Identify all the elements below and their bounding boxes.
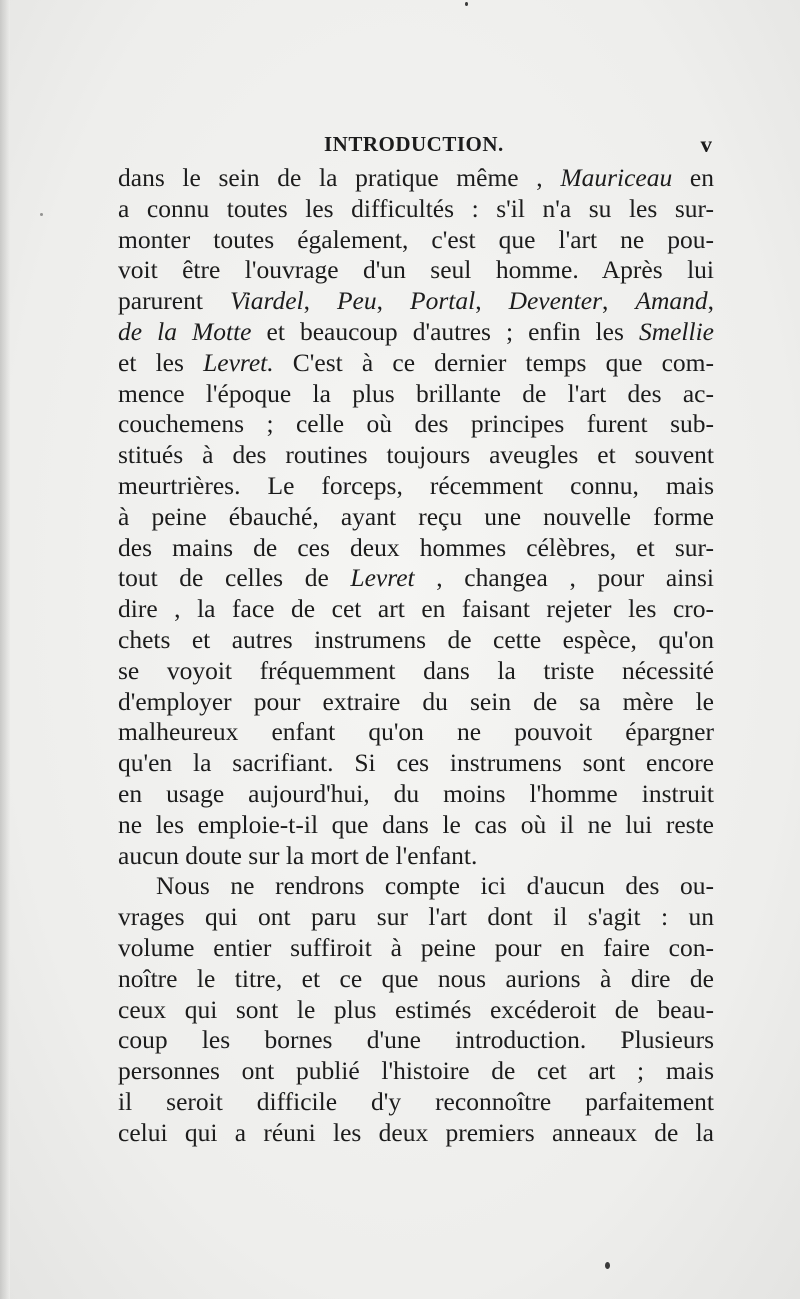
text-run: et beaucoup d'autres ; enfin les [251,316,639,346]
text-run: se voyoit fréquemment dans la triste nécessité [118,655,714,685]
italic-name: Smellie [638,316,714,346]
text-run: et les [118,347,204,377]
text-run: Nous ne rendrons compte ici d'aucun des ou- [156,871,714,901]
text-run: celui qui a réuni les deux premiers anneaux de la [118,1117,714,1147]
text-line [118,1025,714,1056]
text-run: d'employer pour extraire du sein de sa mère le [118,686,714,716]
text-line [118,871,714,902]
italic-name: Deventer [508,286,603,316]
text-run: stitués à des routines toujours aveugles et souvent [118,440,714,470]
text-line [118,317,714,348]
text-run: en usage aujourd'hui, du moins l'homme instruit [118,778,714,808]
italic-name: de la Motte [118,316,252,346]
body-text [118,163,714,1149]
italic-name: Mauriceau [560,163,673,192]
text-line [118,687,714,718]
italic-name: Peu [336,286,377,316]
running-head [118,132,714,160]
text-line [118,255,714,286]
text-line [118,440,714,471]
ink-speck [465,2,468,6]
text-run: chets et autres instrumens de cette espèce, qu'on [118,624,714,654]
text-run: couchemens ; celle où des principes furent sub- [118,409,714,439]
text-line [118,194,714,225]
text-run: , [475,286,509,316]
text-run: , [303,286,337,316]
text-run: dire , la face de cet art en faisant rejeter les cro- [118,594,714,624]
italic-name: Levret [350,563,415,593]
italic-name: Portal [410,286,476,316]
text-run: aucun doute sur la mort de l'enfant. [118,840,478,870]
text-line [118,1087,714,1118]
running-title: INTRODUCTION. [324,132,504,156]
text-line [118,533,714,564]
text-run: volume entier suffiroit à peine pour en faire con- [118,932,714,962]
text-run: , [376,286,411,316]
text-line [118,563,714,594]
text-line [118,594,714,625]
text-line [118,902,714,933]
text-run: noître le titre, et ce que nous aurions à dire de [118,963,714,993]
text-run: ceux qui sont le plus estimés excéderoit de beau- [118,994,714,1024]
text-line [118,933,714,964]
ink-speck [40,213,43,216]
text-run: monter toutes également, c'est que l'art ne pou- [118,224,714,254]
italic-name: Levret. [203,347,274,377]
text-run: il seroit difficile d'y reconnoître parfaitement [118,1086,714,1116]
ink-speck [605,1262,610,1269]
text-run: C'est à ce dernier temps que com- [273,347,714,377]
text-run: malheureux enfant qu'on ne pouvoit épargner [118,717,714,747]
text-run: mence l'époque la plus brillante de l'art des ac- [118,378,714,408]
text-run: a connu toutes les difficultés : s'il n'a su les sur- [118,193,714,223]
text-run: , [707,286,715,316]
text-line [118,471,714,502]
text-run: des mains de ces deux hommes célèbres, et sur- [118,532,714,562]
text-run: vrages qui ont paru sur l'art dont il s'agit : un [118,902,714,932]
text-line [118,225,714,256]
text-line [118,348,714,379]
text-line [118,964,714,995]
text-line [118,1056,714,1087]
page-number: v [700,132,712,157]
text-run: parurent [118,286,230,316]
text-run: qu'en la sacrifiant. Si ces instrumens sont encore [118,748,714,778]
text-line [118,841,714,872]
text-line [118,656,714,687]
italic-name: Viardel [229,286,304,316]
text-run: coup les bornes d'une introduction. Plusieurs [118,1025,714,1055]
text-line [118,995,714,1026]
text-run: tout de celles de [118,563,351,593]
text-line [118,1118,714,1149]
text-run: à peine ébauché, ayant reçu une nouvelle forme [118,501,714,531]
text-run: , [602,286,636,316]
text-line [118,379,714,410]
text-line [118,717,714,748]
text-line [118,163,714,194]
text-line [118,409,714,440]
text-line [118,502,714,533]
text-line [118,810,714,841]
text-line [118,286,714,317]
text-run: dans le sein de la pratique même , [118,163,561,192]
italic-name: Amand [635,286,708,316]
text-run: , changea , pour ainsi [414,563,714,593]
text-run: personnes ont publié l'histoire de cet art ; mais [118,1056,714,1086]
text-line [118,625,714,656]
text-run: meurtrières. Le forceps, récemment connu, mais [118,470,714,500]
text-run: ne les emploie-t-il que dans le cas où il ne lui reste [118,809,714,839]
text-line [118,748,714,779]
text-run: en [672,163,714,192]
page-gutter-shadow [0,0,10,1299]
text-run: voit être l'ouvrage d'un seul homme. Après lui [118,255,714,285]
text-line [118,779,714,810]
